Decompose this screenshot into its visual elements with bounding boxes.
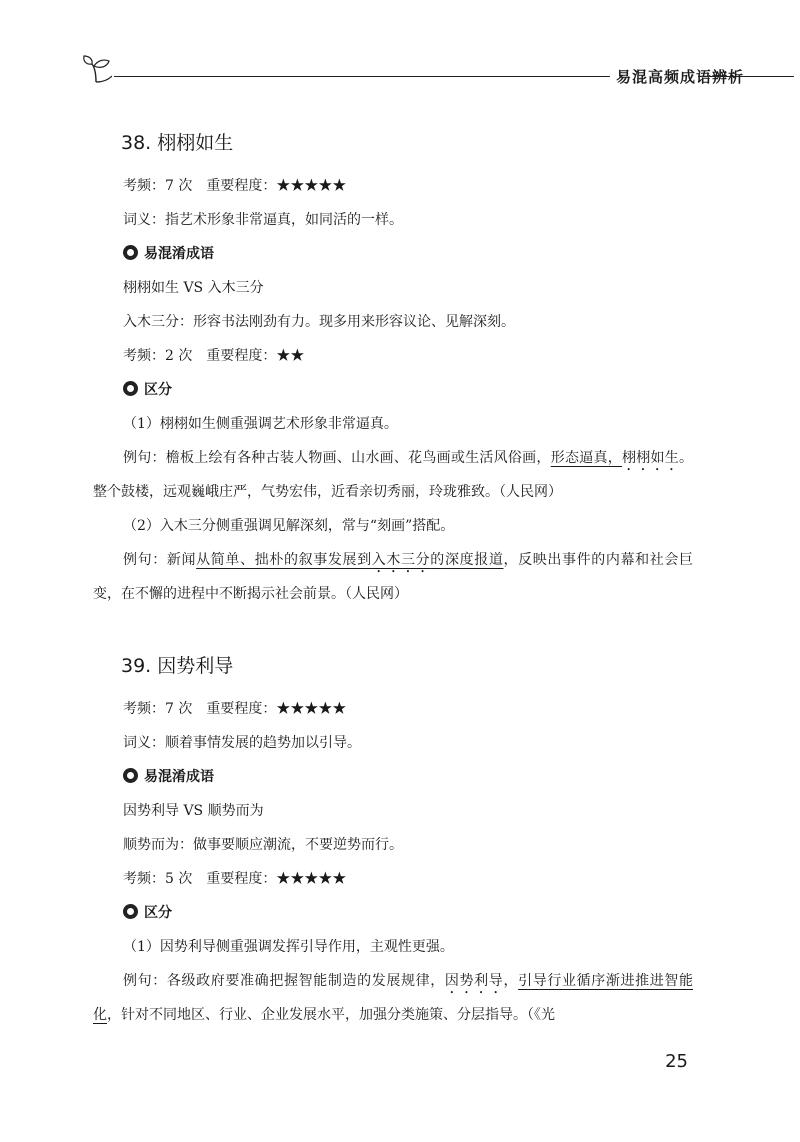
compare-line: 栩栩如生 VS 入木三分	[123, 280, 264, 296]
page-body	[93, 128, 693, 1032]
diff-point-2: （2）入木三分侧重强调见解深刻，常与“刻画”搭配。	[123, 518, 455, 534]
example-sentence-1: 例句：檐板上绘有各种古装人物画、山水画、花鸟画或生活风俗画，形态逼真，栩栩如生。整个鼓楼，远观巍峨庄严，气势宏伟，近看亲切秀丽，玲珑雅致。（人民网）	[93, 450, 694, 500]
frequency-line: 考频：7 次 重要程度：★★★★★	[123, 178, 347, 194]
confuse-heading: 易混淆成语	[93, 760, 693, 794]
example-sentence-1: 例句：各级政府要准确把握智能制造的发展规律，因势利导，引导行业循序渐进推进智能化，针对不同地区、行业、企业发展水平，加强分类施策、分层指导。（《光	[93, 973, 694, 1023]
other-meaning-line: 顺势而为：做事要顺应潮流，不要逆势而行。	[123, 837, 403, 853]
confuse-heading: 易混淆成语	[93, 237, 693, 271]
diff-heading: 区分	[93, 373, 693, 407]
header-rule-left	[114, 76, 610, 77]
diff-point-1: （1）栩栩如生侧重强调艺术形象非常逼真。	[123, 416, 398, 432]
diff-heading: 区分	[93, 896, 693, 930]
frequency-line: 考频：7 次 重要程度：★★★★★	[123, 701, 347, 717]
header-title: 易混高频成语辨析	[616, 68, 745, 86]
meaning-line: 词义：顺着事情发展的趋势加以引导。	[123, 735, 361, 751]
compare-line: 因势利导 VS 顺势而为	[123, 803, 264, 819]
running-header	[82, 52, 794, 88]
section-bullet-icon	[123, 768, 138, 783]
section-bullet-icon	[123, 245, 138, 260]
section-bullet-icon	[123, 904, 138, 919]
entry-title: 38. 栩栩如生	[121, 132, 234, 154]
entry-38	[93, 128, 693, 611]
entry-title: 39. 因势利导	[121, 655, 234, 677]
example-sentence-2: 例句：新闻从简单、拙朴的叙事发展到入木三分的深度报道，反映出事件的内幕和社会巨变，在不懈的进程中不断揭示社会前景。（人民网）	[93, 552, 694, 602]
entry-39	[93, 651, 693, 1032]
section-bullet-icon	[123, 381, 138, 396]
other-frequency-line: 考频：2 次 重要程度：★★	[123, 348, 305, 364]
diff-point-1: （1）因势利导侧重强调发挥引导作用，主观性更强。	[123, 939, 454, 955]
page-number: 25	[665, 1051, 688, 1072]
other-meaning-line: 入木三分：形容书法刚劲有力。现多用来形容议论、见解深刻。	[123, 314, 515, 330]
header-rule-right	[698, 76, 794, 77]
meaning-line: 词义：指艺术形象非常逼真，如同活的一样。	[123, 212, 403, 228]
sprout-icon	[82, 52, 112, 84]
other-frequency-line: 考频：5 次 重要程度：★★★★★	[123, 871, 347, 887]
